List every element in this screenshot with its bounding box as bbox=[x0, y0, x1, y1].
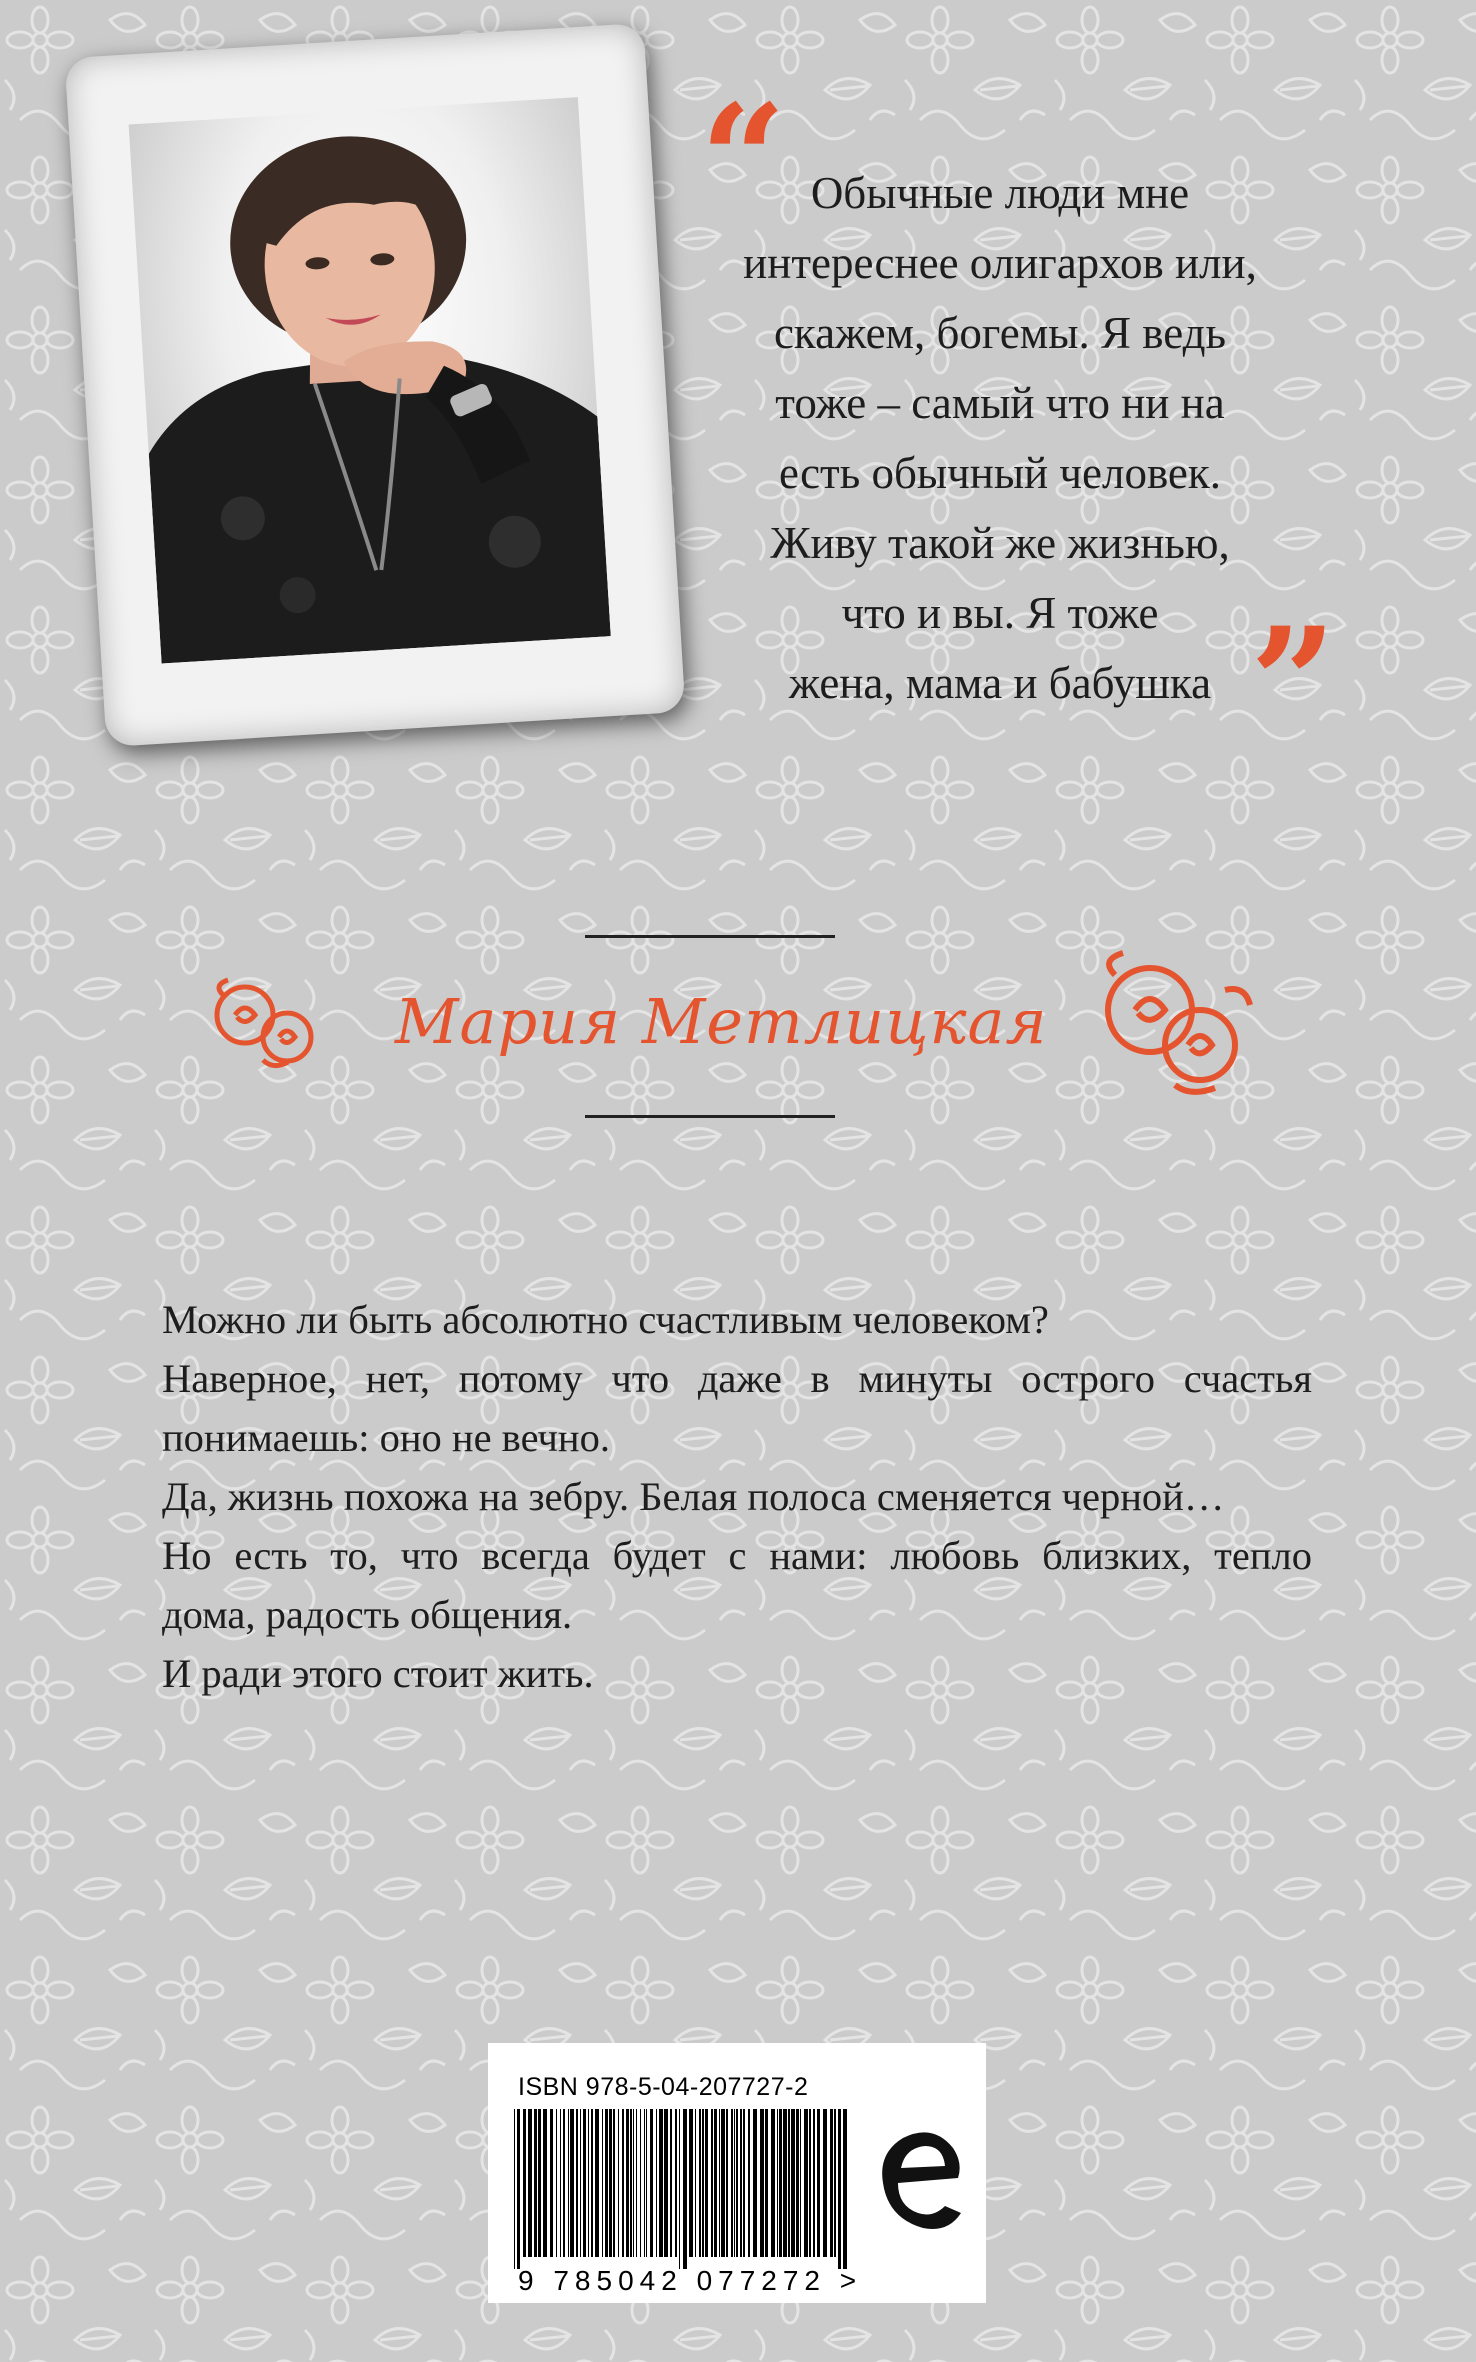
quote-line: что и вы. Я тоже bbox=[841, 588, 1159, 638]
barcode-bar bbox=[560, 2109, 561, 2257]
barcode-bar bbox=[726, 2109, 728, 2257]
barcode-bar bbox=[602, 2109, 603, 2257]
barcode-bar bbox=[791, 2109, 795, 2257]
description-line: И ради этого стоит жить. bbox=[162, 1651, 594, 1696]
barcode-bar bbox=[664, 2109, 668, 2257]
barcode-bar bbox=[765, 2109, 768, 2257]
barcode-bar bbox=[556, 2109, 557, 2257]
barcode-bar bbox=[800, 2109, 801, 2257]
quote-line: есть обычный человек. bbox=[778, 448, 1222, 498]
quote-line: жена, мама и бабушка bbox=[788, 658, 1212, 708]
barcode-bar bbox=[656, 2109, 657, 2257]
barcode-bar bbox=[809, 2109, 811, 2257]
barcode-bar bbox=[702, 2109, 704, 2257]
barcode-bar bbox=[796, 2109, 799, 2257]
barcode-bar bbox=[843, 2109, 847, 2269]
barcode-bar bbox=[618, 2109, 619, 2257]
quote-close-icon: ” bbox=[1250, 595, 1337, 771]
barcode-bar bbox=[748, 2109, 750, 2257]
barcode-bar bbox=[595, 2109, 599, 2257]
quote-line: Живу такой же жизнью, bbox=[770, 518, 1230, 568]
rose-icon bbox=[1085, 950, 1255, 1095]
barcode-bar bbox=[705, 2109, 708, 2257]
barcode-bar bbox=[650, 2109, 653, 2257]
divider-bottom bbox=[585, 1115, 835, 1118]
description-line: Наверное, нет, потому что даже в минуты острого счастья bbox=[162, 1356, 1312, 1401]
barcode-bar bbox=[576, 2109, 578, 2257]
description-line: Но есть то, что всегда будет с нами: любовь близких, тепло bbox=[162, 1533, 1312, 1578]
barcode-bar bbox=[731, 2109, 733, 2257]
barcode-bar bbox=[719, 2109, 720, 2257]
rose-icon bbox=[205, 975, 325, 1075]
description-line: Можно ли быть абсолютно счастливым человеком? bbox=[162, 1297, 1049, 1342]
description-line: понимаешь: оно не вечно. bbox=[162, 1415, 610, 1460]
book-description bbox=[162, 1290, 1312, 1703]
quote-line: Обычные люди мне bbox=[810, 168, 1190, 218]
barcode-bar bbox=[591, 2109, 593, 2257]
barcode-bar bbox=[743, 2109, 745, 2257]
barcode-bar bbox=[823, 2109, 827, 2257]
barcode-bar bbox=[834, 2109, 836, 2257]
barcode-bar bbox=[659, 2109, 663, 2257]
barcode-bar bbox=[675, 2109, 677, 2257]
description-line: дома, радость общения. bbox=[162, 1592, 573, 1637]
divider-top bbox=[585, 935, 835, 938]
quote-line: тоже – самый что ни на bbox=[775, 378, 1225, 428]
barcode-bar bbox=[630, 2109, 632, 2257]
quote-line: интереснее олигархов или, bbox=[743, 238, 1257, 288]
barcode-bar bbox=[644, 2109, 645, 2257]
barcode-bar bbox=[838, 2109, 841, 2269]
barcode-bar bbox=[514, 2109, 515, 2269]
barcode-bar bbox=[517, 2109, 520, 2269]
author-photo-card bbox=[64, 23, 685, 747]
barcode-bar bbox=[538, 2109, 541, 2257]
barcode-bar bbox=[817, 2109, 820, 2257]
barcode-bar bbox=[695, 2109, 696, 2257]
author-quote bbox=[720, 158, 1280, 718]
barcode-bar bbox=[550, 2109, 553, 2257]
barcode-bar bbox=[771, 2109, 775, 2257]
barcode-bar bbox=[711, 2109, 713, 2257]
barcode-bar bbox=[613, 2109, 615, 2257]
barcode-panel bbox=[488, 2043, 986, 2303]
barcode-bar bbox=[568, 2109, 569, 2257]
barcode-bar bbox=[640, 2109, 641, 2257]
barcode-bar bbox=[736, 2109, 738, 2257]
barcode-bar bbox=[609, 2109, 612, 2257]
barcode-bar bbox=[580, 2109, 581, 2257]
barcode-bar bbox=[622, 2109, 624, 2257]
barcode-bar bbox=[753, 2109, 757, 2257]
barcode-bar bbox=[813, 2109, 815, 2257]
barcode-bar bbox=[689, 2109, 693, 2257]
barcode-bar bbox=[605, 2109, 608, 2257]
barcode-bar bbox=[804, 2109, 808, 2257]
description-line: Да, жизнь похожа на зебру. Белая полоса сменяется черной… bbox=[162, 1474, 1225, 1519]
barcode-bar bbox=[714, 2109, 717, 2257]
author-photo bbox=[129, 97, 611, 663]
barcode-bar bbox=[543, 2109, 547, 2257]
barcode-bar bbox=[646, 2109, 647, 2257]
barcode-bar bbox=[670, 2109, 672, 2257]
barcode-bar bbox=[734, 2109, 735, 2257]
barcode-bar bbox=[721, 2109, 725, 2257]
barcode-icon bbox=[510, 2109, 850, 2269]
barcode-bar bbox=[583, 2109, 586, 2257]
barcode-bar bbox=[636, 2109, 637, 2257]
barcode-bar bbox=[783, 2109, 787, 2257]
barcode-bar bbox=[830, 2109, 833, 2257]
barcode-bar bbox=[588, 2109, 589, 2257]
barcode-bar bbox=[683, 2109, 687, 2269]
isbn-label: ISBN 978-5-04-207727-2 bbox=[518, 2073, 809, 2101]
barcode-bar bbox=[699, 2109, 701, 2257]
author-name: Мария Метлицкая bbox=[395, 985, 1048, 1058]
quote-line: скажем, богемы. Я ведь bbox=[773, 308, 1227, 358]
barcode-bar bbox=[740, 2109, 742, 2257]
barcode-bar bbox=[523, 2109, 526, 2257]
eksmo-logo-icon bbox=[873, 2118, 968, 2243]
barcode-digits: 9 785042 077272 > bbox=[518, 2265, 863, 2296]
barcode-bar bbox=[534, 2109, 537, 2257]
barcode-bar bbox=[626, 2109, 629, 2257]
barcode-bar bbox=[633, 2109, 634, 2257]
barcode-bar bbox=[570, 2109, 574, 2257]
barcode-bar bbox=[779, 2109, 782, 2257]
barcode-bar bbox=[788, 2109, 790, 2257]
barcode-bar bbox=[528, 2109, 532, 2257]
barcode-bar bbox=[777, 2109, 778, 2257]
quote-open-icon: “ bbox=[700, 72, 787, 248]
barcode-bar bbox=[679, 2109, 680, 2269]
barcode-bar bbox=[760, 2109, 764, 2257]
barcode-bar bbox=[563, 2109, 565, 2257]
